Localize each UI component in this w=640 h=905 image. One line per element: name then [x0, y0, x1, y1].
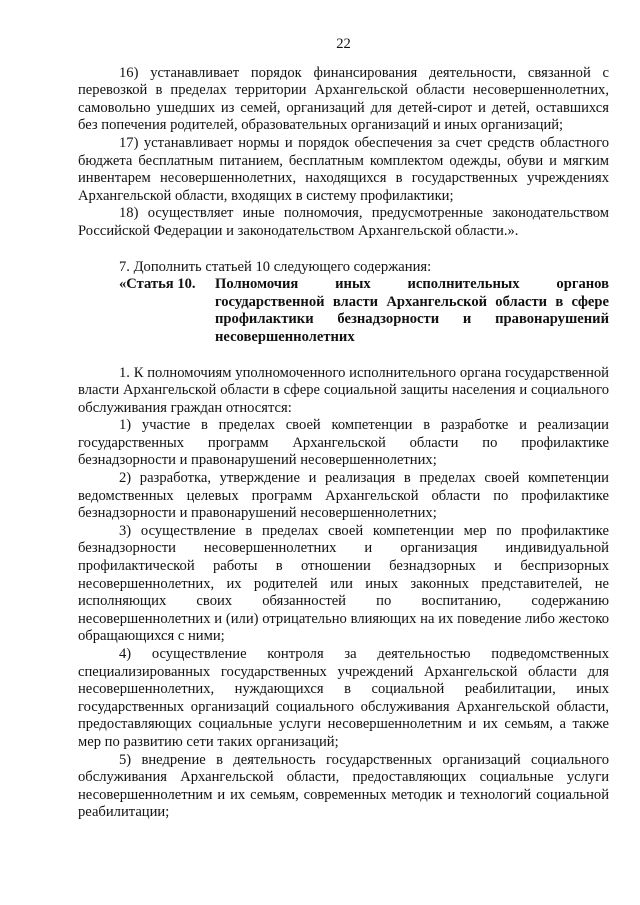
- article-title: Полномочия иных исполнительных органов государственной власти Архангельской области в сфере профилактики безнадзорности и правонарушений несовершеннолетних: [215, 276, 609, 345]
- paragraph-subitem-5: 5) внедрение в деятельность государственных организаций социального обслуживания Архангельской области, предоставляющих социальные услуги несовершеннолетним и их семьям, современных методик и технологий социальной реабилитации;: [78, 751, 609, 821]
- paragraph-subitem-2: 2) разработка, утверждение и реализация в пределах своей компетенции ведомственных целевых программ Архангельской области по профилактике безнадзорности и правонарушений несовершеннолетних;: [78, 470, 609, 522]
- paragraph-item-17: 17) устанавливает нормы и порядок обеспечения за счет средств областного бюджета бесплатным питанием, бесплатным комплектом одежды, обуви и мягким инвентарем несовершеннолетних, находящихся в государственных учреждениях Архангельской области, входящих в систему профилактики;: [78, 134, 609, 204]
- paragraph-subitem-1: 1) участие в пределах своей компетенции в разработке и реализации государственных программ Архангельской области по профилактике безнадзорности и правонарушений несовершеннолетних;: [78, 417, 609, 469]
- spacer: [78, 241, 609, 259]
- paragraph-item-18: 18) осуществляет иные полномочия, предусмотренные законодательством Российской Федерации и законодательством Архангельской области.».: [78, 205, 609, 239]
- paragraph-item-16: 16) устанавливает порядок финансирования деятельности, связанной с перевозкой в пределах территории Архангельской области несовершеннолетних, самовольно ушедших из семей, организаций для детей-сирот и детей, оставшихся без попечения родителей, образовательных организаций и иных организаций;: [78, 64, 609, 134]
- paragraph-clause-1: 1. К полномочиям уполномоченного исполнительного органа государственной власти Архангельской области в сфере социальной защиты населения и социального обслуживания граждан относятся:: [78, 364, 609, 416]
- article-heading: [78, 276, 609, 346]
- page-number: 22: [336, 36, 351, 52]
- article-number: «Статья 10.: [119, 276, 196, 293]
- spacer: [78, 347, 609, 365]
- paragraph-subitem-4: 4) осуществление контроля за деятельностью подведомственных специализированных государственных учреждений Архангельской области для несовершеннолетних, нуждающихся в социальной реабилитации, иных государственных организаций социального обслуживания Архангельской области, предоставляющих социальные услуги несовершеннолетним и их семьям, а также мер по развитию сети таких организаций;: [78, 646, 609, 750]
- amendment-intro: 7. Дополнить статьей 10 следующего содержания:: [119, 258, 432, 275]
- paragraph-subitem-3: 3) осуществление в пределах своей компетенции мер по профилактике безнадзорности несовершеннолетних и организация индивидуальной профилактической работы в отношении безнадзорных и беспризорных несовершеннолетних, их родителей или иных законных представителей, не исполняющих своих обязанностей по воспитанию, содержанию несовершеннолетних и (или) отрицательно влияющих на их поведение либо жестоко обращающихся с ними;: [78, 522, 609, 645]
